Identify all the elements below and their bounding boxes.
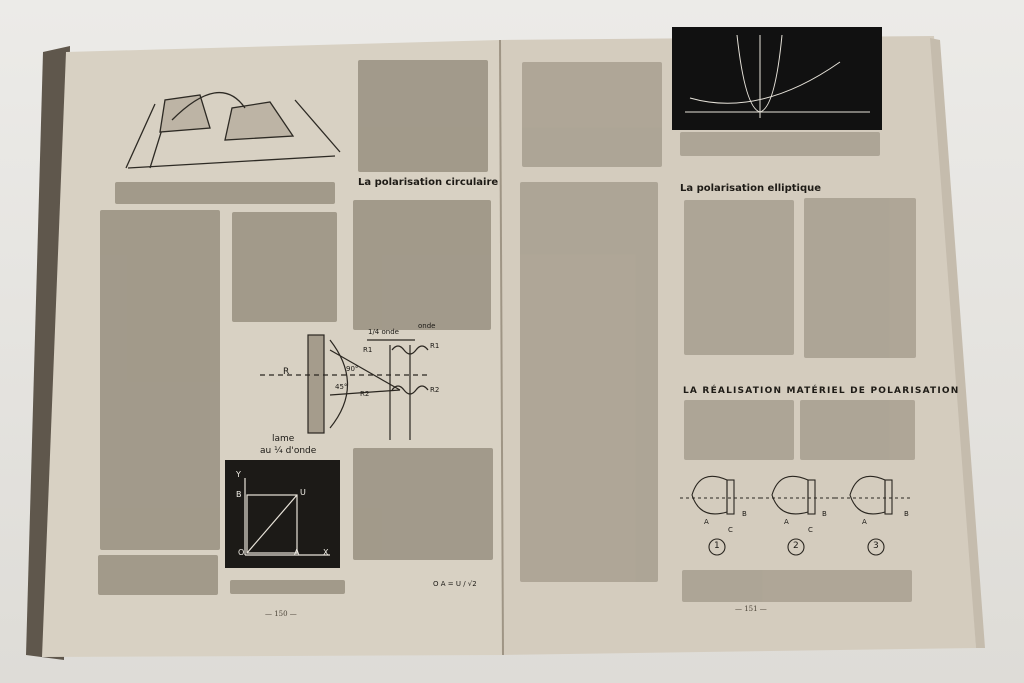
lame-label-line2: au ¼ d'onde	[260, 446, 317, 456]
diagram3-label-a: A	[862, 518, 867, 526]
diagram1-label-a: A	[704, 518, 709, 526]
vector-label-a: A	[294, 548, 300, 557]
graph-figure-box	[672, 27, 882, 130]
ray-label-r1-a: R1	[363, 346, 373, 354]
diagram-number-2: 2	[793, 541, 799, 551]
quarter-wave-label: 1/4 onde	[368, 328, 399, 336]
diagram1-label-c: C	[728, 526, 733, 534]
lame-label-line1: lame	[272, 434, 295, 444]
right-page-number: — 151 —	[735, 605, 767, 613]
vector-label-x: X	[323, 548, 329, 557]
vector-label-u: U	[300, 488, 306, 497]
vector-label-y: Y	[236, 470, 241, 479]
ray-label-r2-b: R2	[430, 386, 440, 394]
wave-label: onde	[418, 322, 436, 330]
diagram2-label-b: B	[822, 510, 827, 518]
ray-label-r1-b: R1	[430, 342, 440, 350]
diagram1-label-b: B	[742, 510, 747, 518]
diagram-number-3: 3	[873, 541, 879, 551]
vector-label-b: B	[236, 490, 242, 499]
angle-90-label: 90°	[346, 365, 359, 373]
diagram3-label-b: B	[904, 510, 909, 518]
diagram2-label-c: C	[808, 526, 813, 534]
diagram2-label-a: A	[784, 518, 789, 526]
angle-45-label: 45°	[335, 383, 348, 391]
vector-label-o: O	[238, 548, 245, 557]
formula-oa: O A = U / √2	[433, 580, 477, 588]
ray-label-r: R	[283, 367, 290, 377]
ray-label-r2-a: R2	[360, 390, 370, 398]
heading-elliptical-polarization: La polarisation elliptique	[680, 183, 822, 194]
heading-circular-polarization: La polarisation circulaire	[358, 177, 499, 188]
left-page-number: — 150 —	[265, 610, 297, 618]
diagram-number-1: 1	[714, 541, 720, 551]
heading-polarization-hardware: LA RÉALISATION MATÉRIEL DE POLARISATION	[683, 386, 960, 396]
